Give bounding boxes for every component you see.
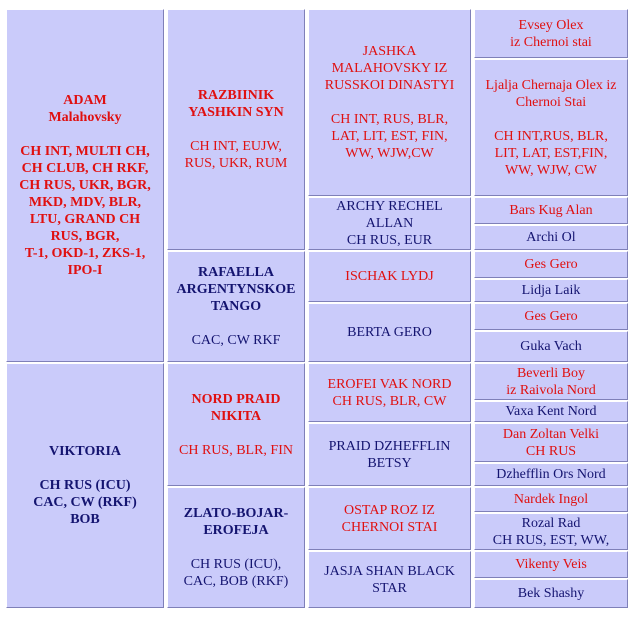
- dds-sire-name-line: Nardek Ingol: [513, 492, 589, 507]
- sss-dam-cell: [474, 59, 628, 196]
- sss-dam-title-line: CH INT,RUS, BLR,: [494, 128, 608, 144]
- sss-dam-title-line: LIT, LAT, EST,FIN,: [494, 145, 608, 161]
- dd-dam-name-line: STAR: [372, 580, 407, 596]
- sd-dam-cell: [308, 303, 471, 362]
- dsd-dam-cell: [474, 463, 628, 486]
- dss-sire-name-line: Beverli Boy: [516, 365, 586, 381]
- sss-dam-name-line: Chernoi Stai: [515, 94, 587, 110]
- ss-sire-name-line: RUSSKOI DINASTYI: [324, 78, 455, 93]
- ss-dam-name-line: ARCHY RECHEL: [336, 199, 443, 214]
- ssd-dam-name-line: Archi Ol: [526, 230, 576, 245]
- dss-sire-name-line: iz Raivola Nord: [506, 382, 596, 398]
- sss-sire-cell: [474, 9, 628, 58]
- sss-dam-title-line: WW, WJW, CW: [504, 162, 598, 178]
- dss-sire-cell: [474, 363, 628, 400]
- sdd-dam-name-line: Guka Vach: [520, 339, 582, 354]
- dam-dam-title-line: CH RUS (ICU),: [190, 557, 282, 572]
- sire-dam-name-line: RAFAELLA: [198, 265, 274, 280]
- sd-dam-name-line: BERTA GERO: [347, 325, 432, 340]
- sire-sire-title-line: RUS, UKR, RUM: [184, 156, 288, 171]
- sire-title-line: IPO-I: [67, 263, 103, 278]
- dam-dam-title-line: CAC, BOB (RKF): [183, 574, 289, 589]
- sdd-dam-cell: [474, 331, 628, 362]
- dam-sire-name-line: NORD PRAID: [191, 391, 281, 407]
- dam-title-line: CAC, CW (RKF): [33, 495, 137, 510]
- dam-sire-cell: [167, 363, 305, 486]
- dam-sire-name-line: NIKITA: [210, 408, 262, 424]
- sd-sire-name-line: ISCHAK LYDJ: [345, 269, 434, 284]
- sdd-sire-cell: [474, 303, 628, 330]
- ss-sire-title-line: WW, WJW,CW: [345, 146, 434, 161]
- dam-name-line: VIKTORIA: [48, 444, 122, 459]
- dds-sire-cell: [474, 487, 628, 512]
- ss-dam-title-line: CH RUS, EUR: [346, 233, 433, 248]
- dds-dam-name-line: Rozal Rad: [521, 515, 581, 531]
- dam-cell: [6, 363, 164, 608]
- ddd-dam-cell: [474, 579, 628, 608]
- dd-sire-name-line: OSTAP ROZ IZ: [344, 502, 435, 518]
- dd-dam-name-line: JASJA SHAN BLACK: [324, 563, 455, 579]
- ss-sire-cell: [308, 9, 471, 196]
- sds-sire-cell: [474, 251, 628, 278]
- sire-title-line: LTU, GRAND CH: [29, 212, 141, 227]
- sire-sire-name-line: YASHKIN SYN: [188, 105, 284, 120]
- ss-dam-name-line: ALLAN: [365, 216, 414, 231]
- sire-name-line: Malahovsky: [48, 110, 122, 125]
- ddd-sire-name-line: Vikenty Veis: [515, 557, 587, 572]
- dsd-sire-name-line: CH RUS: [525, 443, 577, 459]
- dd-sire-name-line: CHERNOI STAI: [341, 519, 438, 535]
- dam-title-line: CH RUS (ICU): [39, 478, 131, 493]
- sds-dam-name-line: Lidja Laik: [521, 283, 581, 298]
- sire-title-line: CH RUS, UKR, BGR,: [19, 178, 151, 193]
- ss-sire-title-line: LAT, LIT, EST, FIN,: [331, 129, 448, 144]
- sss-sire-name-line: Evsey Olex: [518, 17, 584, 33]
- sds-dam-cell: [474, 279, 628, 302]
- dam-title-line: BOB: [70, 512, 100, 527]
- dss-dam-name-line: Vaxa Kent Nord: [505, 404, 597, 419]
- sire-title-line: MKD, MDV, BLR,: [28, 195, 142, 210]
- ds-sire-cell: [308, 363, 471, 422]
- sd-sire-cell: [308, 251, 471, 302]
- ds-dam-cell: [308, 423, 471, 486]
- ddd-sire-cell: [474, 551, 628, 578]
- sds-sire-name-line: Ges Gero: [524, 257, 578, 272]
- sire-dam-name-line: TANGO: [210, 299, 262, 314]
- ds-sire-title-line: CH RUS, BLR, CW: [332, 393, 447, 409]
- dss-dam-cell: [474, 401, 628, 422]
- sire-name-line: ADAM: [63, 93, 107, 108]
- dam-dam-name-line: ZLATO-BOJAR-: [183, 506, 289, 521]
- dam-dam-name-line: EROFEJA: [203, 523, 269, 538]
- dam-sire-title-line: CH RUS, BLR, FIN: [179, 442, 293, 458]
- dsd-sire-name-line: Dan Zoltan Velki: [502, 426, 600, 442]
- ssd-dam-cell: [474, 225, 628, 250]
- ssd-sire-name-line: Bars Kug Alan: [509, 203, 593, 218]
- sire-sire-cell: [167, 9, 305, 250]
- sire-title-line: CH CLUB, CH RKF,: [21, 161, 149, 176]
- ds-dam-name-line: PRAID DZHEFFLIN: [328, 438, 451, 454]
- dds-dam-cell: [474, 513, 628, 550]
- ddd-dam-name-line: Bek Shashy: [517, 586, 585, 601]
- dsd-dam-name-line: Dzhefflin Ors Nord: [496, 467, 606, 482]
- sire-dam-title-line: CAC, CW RKF: [191, 333, 281, 348]
- dd-dam-cell: [308, 551, 471, 608]
- sire-sire-name-line: RAZBIINIK: [197, 88, 275, 103]
- sire-dam-cell: [167, 251, 305, 362]
- dds-dam-title-line: CH RUS, EST, WW,: [492, 532, 610, 548]
- sire-sire-title-line: CH INT, EUJW,: [190, 139, 282, 154]
- sdd-sire-name-line: Ges Gero: [524, 309, 578, 324]
- sire-dam-name-line: ARGENTYNSKOE: [176, 282, 296, 297]
- sire-title-line: RUS, BGR,: [50, 229, 120, 244]
- sss-sire-name-line: iz Chernoi stai: [510, 34, 592, 50]
- ds-sire-name-line: EROFEI VAK NORD: [327, 376, 452, 392]
- dd-sire-cell: [308, 487, 471, 550]
- sire-cell: [6, 9, 164, 362]
- sire-title-line: T-1, OKD-1, ZKS-1,: [24, 246, 146, 261]
- sss-dam-name-line: Ljalja Chernaja Olex iz: [485, 77, 617, 93]
- ssd-sire-cell: [474, 197, 628, 224]
- ss-sire-title-line: CH INT, RUS, BLR,: [330, 112, 449, 127]
- sire-title-line: CH INT, MULTI CH,: [20, 144, 150, 159]
- ds-dam-name-line: BETSY: [367, 455, 412, 471]
- ss-sire-name-line: MALAHOVSKY IZ: [331, 61, 448, 76]
- dsd-sire-cell: [474, 423, 628, 462]
- dam-dam-cell: [167, 487, 305, 608]
- ss-dam-cell: [308, 197, 471, 250]
- ss-sire-name-line: JASHKA: [362, 44, 417, 59]
